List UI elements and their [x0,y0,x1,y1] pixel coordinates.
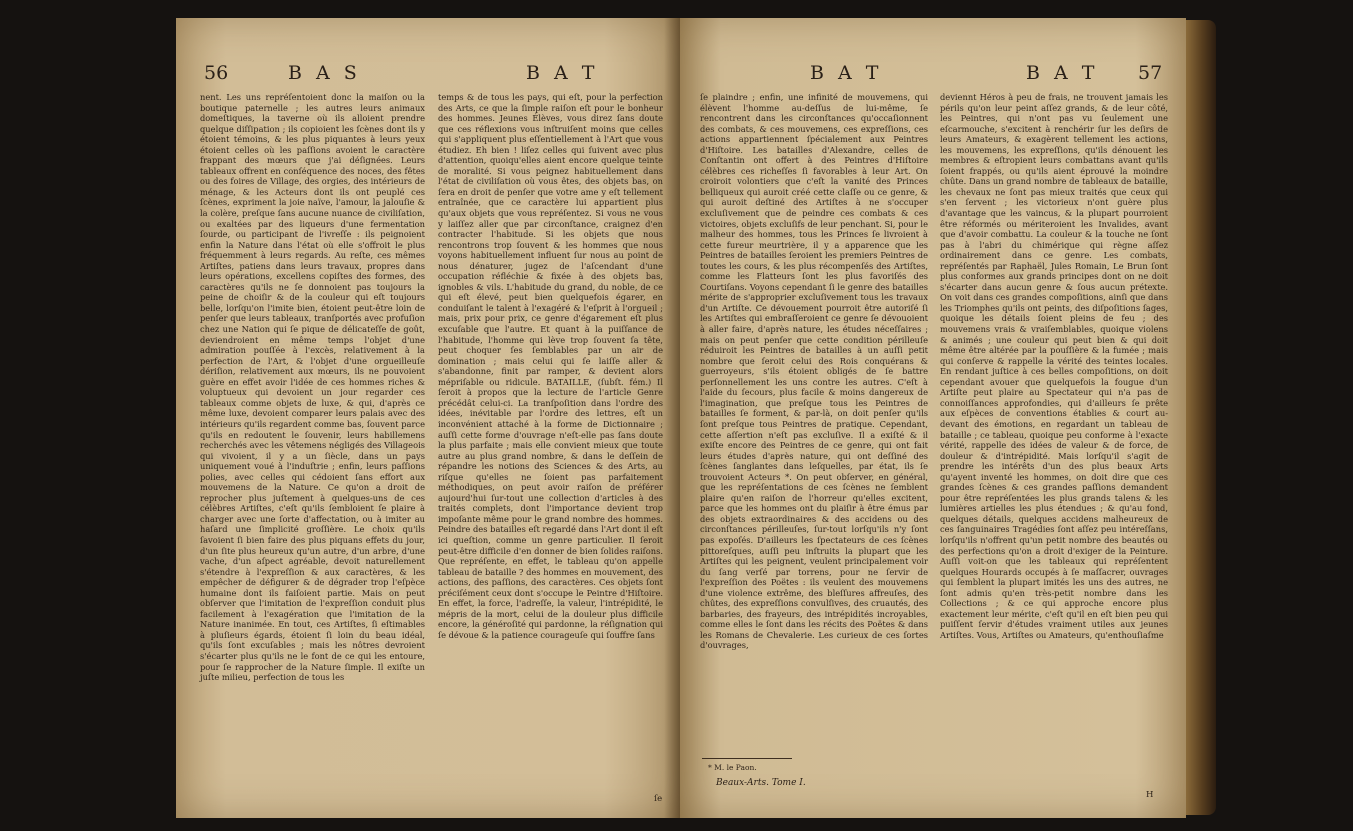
left-running-head-right: B A T [526,62,599,84]
right-running-head-left: B A T [810,62,883,84]
footnote-rule [702,758,792,759]
right-column-2-text: deviennt Héros à peu de frais, ne trouvent jamais les périls qu'on leur peint aſſez grands, & de leur côté, les Peintres, qui n'ont pas vu ſeulement une eſcarmouche, s'excitent à renchérir ſur les deſirs de leurs Amateurs, & exagèrent tellement les actions, les mouvemens, les expreſſions, qu'ils dénouent les membres & eſtropient leurs combattans avant qu'ils ſoient frappés, ou qu'ils aient éprouvé la moindre chûte. Dans un grand nombre de tableaux de bataille, les chevaux ne ſont pas mieux traités que ceux qui s'en ſervent ; les victorieux n'ont guère plus d'avantage que les vaincus, & la plupart pourroient être réformés ou mériteroient les Invalides, avant que d'avoir combattu. La couleur & la touche ne ſont pas à l'abri du chimérique qui règne aſſez ordinairement dans ce genre. Les combats, repréſentés par Raphaël, Jules Romain, Le Brun ſont plus conformes aux grands principes dont on ne doit s'écarter dans aucun genre & ſous aucun prétexte. On voit dans ces grandes compoſitions, ainſi que dans les Triomphes qu'ils ont peints, des diſpoſitions ſages, quoique les détails ſoient pleins de feu ; des mouvemens vrais & vraiſemblables, quoique violens & animés ; une couleur qui peut bien & qui doit même être altérée par la pouſſière & la fumée ; mais qui conſerve & rappelle la vérité des teintes locales. En rendant juſtice à ces belles compoſitions, on doit cependant avouer que quelquefois la fougue d'un Artiſte peut plaire au Spectateur qui n'a pas de connoiſſances approfondies, qui d'ailleurs ſe prête aux eſpèces de conventions établies & court au-devant des émotions, en regardant un tableau de bataille ; ce tableau, quoique peu conforme à l'exacte vérité, rappelle des idées de valeur & de force, de douleur & d'intrépidité. Mais lorſqu'il s'agit de prendre les intérêts d'un des plus beaux Arts qu'ayent inventé les hommes, on doit dire que ces grandes ſcènes & ces grandes paſſions demandent pour être repréſentées les plus grands talens & les lumières artielles les plus étendues ; & qu'au fond, quelques détails, quelques accidens malheureux de ces ſanguinaires Tragédies ſont aſſez peu intéreſſans, lorſqu'ils n'offrent qu'un petit nombre des beautés ou des perfections qu'on a droit d'exiger de la Peinture. Auſſi voit-on que les tableaux qui repréſentent quelques Hourards occupés à ſe maſſacrer, ouvrages qui ſemblent la plupart imités les uns des autres, ne ſont admis qu'en très-petit nombre dans les Collections ; & ce qui approche encore plus exactement leur mérite, c'eſt qu'il en eſt bien peu qui puiſſent ſervir d'études vraiment utiles aux jeunes Artiſtes. Vous, Artiſtes ou Amateurs, qu'enthouſiaſme [940,92,1168,640]
left-column-2 [438,92,663,640]
right-column-1-text: ſe plaindre ; enfin, une infinité de mouvemens, qui élèvent l'homme au-deſſus de lui-même, ſe rencontrent dans les circonſtances qu'occaſionnent des combats, & ces mouvemens, ces expreſſions, ces actions appartiennent ſpécialement aux Peintres d'Hiſtoire. Les batailles d'Alexandre, celles de Conſtantin ont offert à des Peintres d'Hiſtoire célèbres ces richeſſes ſi favorables à leur Art. On croiroit volontiers que c'eſt la vanité des Princes belliqueux qui auroit créé cette claſſe ou ce genre, & qui auroit deſtiné des Artiſtes à ne s'occuper excluſivement que de peindre ces combats & ces victoires, objets excluſifs de leur penchant. Si, pour le malheur des hommes, tous les Princes ſe livroient à cette fureur meurtrière, il y a apparence que les Peintres de batailles ſeroient les premiers Peintres de toutes les cours, & les plus récompenſés des Artiſtes, comme les Flatteurs ſont les plus favoriſés des Courtiſans. Voyons cependant ſi le genre des batailles mérite de s'approprier excluſivement tous les travaux d'un Artiſte. Ce dévouement pourroit être autoriſé ſi les Artiſtes qui embraſſeroient ce genre ſe dévouoient à aller faire, d'après nature, les études néceſſaires ; mais on peut penſer que cette condition périlleuſe réduiroit les Peintres de batailles à un auſſi petit nombre que ſeroit celui des Rois conquérans & guerroyeurs, s'ils étoient obligés de ſe battre perſonnellement les uns contre les autres. C'eſt à l'aide du ſecours, plus facile & moins dangereux de l'imagination, que preſque tous les Peintres de batailles ſe forment, & par-là, on doit penſer qu'ils ſont preſque tous Peintres de pratique. Cependant, cette aſſertion n'eſt pas excluſive. Il a exiſté & il exiſte encore des Peintres de ce genre, qui ont fait leurs études d'après nature, qui ont deſſiné des ſcènes ſanglantes dans leſquelles, par état, ils ſe trouvoient Acteurs *. On peut obſerver, en général, que les repréſentations de ces ſcènes ne ſemblent plaire qu'en raiſon de l'horreur qu'elles excitent, parce que les hommes ont du plaiſir à être émus par des objets extraordinaires & des accidens ou des circonſtances périlleuſes, ſur-tout lorſqu'ils n'y ſont pas expoſés. D'ailleurs les ſpectateurs de ces ſcènes pittoreſques, auſſi peu inſtruits la plupart que les Artiſtes qui les peignent, veulent principalement voir du ſang verſé par torrens, pour ne ſervir de l'expreſſion des Poëtes : ils veulent des mouvemens d'une violence extrême, des bleſſures affreuſes, des chûtes, des expreſſions convulſives, des cruautés, des barbaries, des frayeurs, des intrépidités incroyables, comme elles le ſont dans les récits des Poëtes & dans les Romans de Chevalerie. Les curieux de ces ſortes d'ouvrages, [700,92,928,651]
left-column-2-text: temps & de tous les pays, qui eſt, pour la perfection des Arts, ce que la ſimple raiſon eſt pour le bonheur des hommes. Jeunes Élèves, vous direz ſans doute que ces réflexions vous inſtruiſent moins que celles qui s'appliquent plus eſſentiellement à l'Art que vous étudiez. Eh bien ! liſez celles qui ſuivent avec plus d'attention, quoiqu'elles aient encore quelque teinte de moralité. Si vous peignez habituellement dans l'état de civiliſation où vous êtes, des objets bas, on ſera en droit de penſer que votre ame y eſt tellement entraînée, que ce caractère lui appartient plus qu'aux objets que vous repréſentez. Si vous ne vous y laiſſez aller que par circonſtance, craignez d'en contracter l'habitude. Si les objets que nous rencontrons trop ſouvent & les hommes que nous voyons habituellement influent ſur nous au point de nous dénaturer, jugez de l'aſcendant d'une occupation réfléchie & fixée à des objets bas, ignobles & vils. L'habitude du grand, du noble, de ce qui eſt élevé, peut bien quelquefois égarer, en conduiſant le talent à l'exagéré & l'eſprit à l'orgueil ; mais, prix pour prix, ce genre d'égarement eſt plus excuſable que l'autre. Et quant à la puiſſance de l'habitude, l'homme qui lève trop ſouvent ſa tête, peut choquer ſes ſemblables par un air de domination ; mais celui qui ſe laiſſe aller & s'abandonne, finit par ramper, & devient alors mépriſable ou ridicule. BATAILLE, (ſubſt. fém.) Il ſeroit à propos que la lecture de l'article Genre précédât celui-ci. La tranſpoſition dans l'ordre des idées, inévitable par l'ordre des lettres, eſt un inconvénient attaché à la forme de Dictionnaire ; auſſi cette forme d'ouvrage n'eſt-elle pas ſans doute la plus parfaite ; mais elle convient mieux que toute autre au plus grand nombre, & dans le deſſein de répandre les notions des Sciences & des Arts, au riſque qu'elles ne ſoient pas parfaitement méthodiques, on peut avoir raiſon de préférer aujourd'hui ſur-tout une collection d'articles à des traités complets, dont l'importance devient trop impoſante même pour le grand nombre des hommes. Peindre des batailles eſt regardé dans l'Art dont il eſt ici queſtion, comme un genre particulier. Il ſeroit peut-être difficile d'en donner de bien ſolides raiſons. Que repréſente, en effet, le tableau qu'on appelle tableau de bataille ? des hommes en mouvement, des actions, des paſſions, des caractères. Ces objets ſont préciſément ceux dont s'occupe le Peintre d'Hiſtoire. En effet, la force, l'adreſſe, la valeur, l'intrépidité, le mépris de la mort, celui de la douleur plus difficile encore, la généroſité qui pardonne, la réſignation qui ſe dévoue & la patience courageuſe qui ſouffre ſans [438,92,663,640]
left-column-1 [200,92,425,683]
right-page [680,18,1186,818]
signature-mark: Beaux-Arts. Tome I. [716,778,806,788]
right-catchword: H [1146,790,1154,800]
right-running-head-right: B A T [1026,62,1099,84]
right-column-2 [940,92,1168,640]
left-folio: 56 [204,62,229,84]
left-catchword: ſe [654,794,663,804]
right-folio: 57 [1138,62,1163,84]
left-column-1-text: nent. Les uns repréſentoient donc la maiſon ou la boutique paternelle ; les autres leurs animaux domeſtiques, la taverne où ils alloient prendre quelque diſſipation ; ils copioient les ſcènes dont ils y étoient témoins, & les plus piquantes à leurs yeux étoient celles où les paſſions avoient le caractère frappant des mœurs que j'ai déſignées. Leurs tableaux offrent en conſéquence des noces, des fêtes ou des foires de Village, des orgies, des intérieurs de ménage, & les Acteurs dont ils ont peuplé ces ſcènes, expriment la joie naïve, l'amour, la jalouſie & la colère, preſque ſans aucune nuance de civiliſation, ou exaltées par des liqueurs d'une fermentation ſourde, ou participant de l'ivreſſe : ils peignoient enfin la Nature dans l'état où elle s'offroit le plus fréquemment à leurs regards. Au reſte, ces mêmes Artiſtes, patiens dans leurs travaux, propres dans leurs opérations, excellens copiſtes des formes, des caractères qu'ils ne ſe donnoient pas toujours la peine de choiſir & de la couleur qui eſt toujours belle, lorſqu'on l'imite bien, étoient peut-être loin de penſer que leurs tableaux, tranſportés avec profuſion chez une Nation qui ſe pique de délicateſſe de goût, deviendroient en même temps l'objet d'une admiration pouſſée à l'excès, relativement à la perfection de l'Art, & l'objet d'une orgueilleuſe dériſion, relativement aux mœurs, ils ne pouvoient guère en effet avoir l'idée de ces hommes riches & voluptueux qui devoient un jour regarder ces tableaux comme objets de luxe, & qui, d'après ce même luxe, devoient comparer leurs palais avec des intérieurs qu'ils regardent comme bas, ſouvent parce qu'ils en redoutent le ſouvenir, leurs habillemens recherchés avec les vêtemens négligés des Villageois qui vivoient, il y a un ſiècle, dans un pays uniquement voué à l'induſtrie ; enfin, leurs paſſions polies, avec celles qui cédoient ſans effort aux mouvemens de la Nature. Ce qu'on a droit de reprocher plus juſtement à quelques-uns de ces célèbres Artiſtes, c'eſt qu'ils ſembloient ſe plaire à charger avec une ſorte d'affectation, ou à imiter au haſard une ſimplicité groſſière. Le choix qu'ils ſavoient ſi bien faire des plus piquans effets du jour, d'un ſite plus heureux qu'un autre, d'un arbre, d'une vache, d'un aſpect agréable, devoit naturellement s'étendre à l'expreſſion & aux caractères, & les empêcher de défigurer & de dégrader trop l'eſpèce humaine dont ils faiſoient partie. Mais on peut obſerver que l'imitation de l'expreſſion conduit plus facilement à l'exagération que l'imitation de la Nature inanimée. En tout, ces Artiſtes, ſi eſtimables à pluſieurs égards, étoient ſi loin du beau idéal, qu'ils ſont excuſables ; mais les nôtres devroient s'écarter plus qu'ils ne le font de ce qui les entoure, pour ſe rapprocher de la Nature ſimple. Il exiſte un juſte milieu, perfection de tous les [200,92,425,683]
left-page [176,18,680,818]
page-edges [1186,20,1216,815]
left-running-head-left: B A S [288,62,361,84]
right-column-1 [700,92,928,651]
footnote: * M. le Paon. [708,763,757,772]
